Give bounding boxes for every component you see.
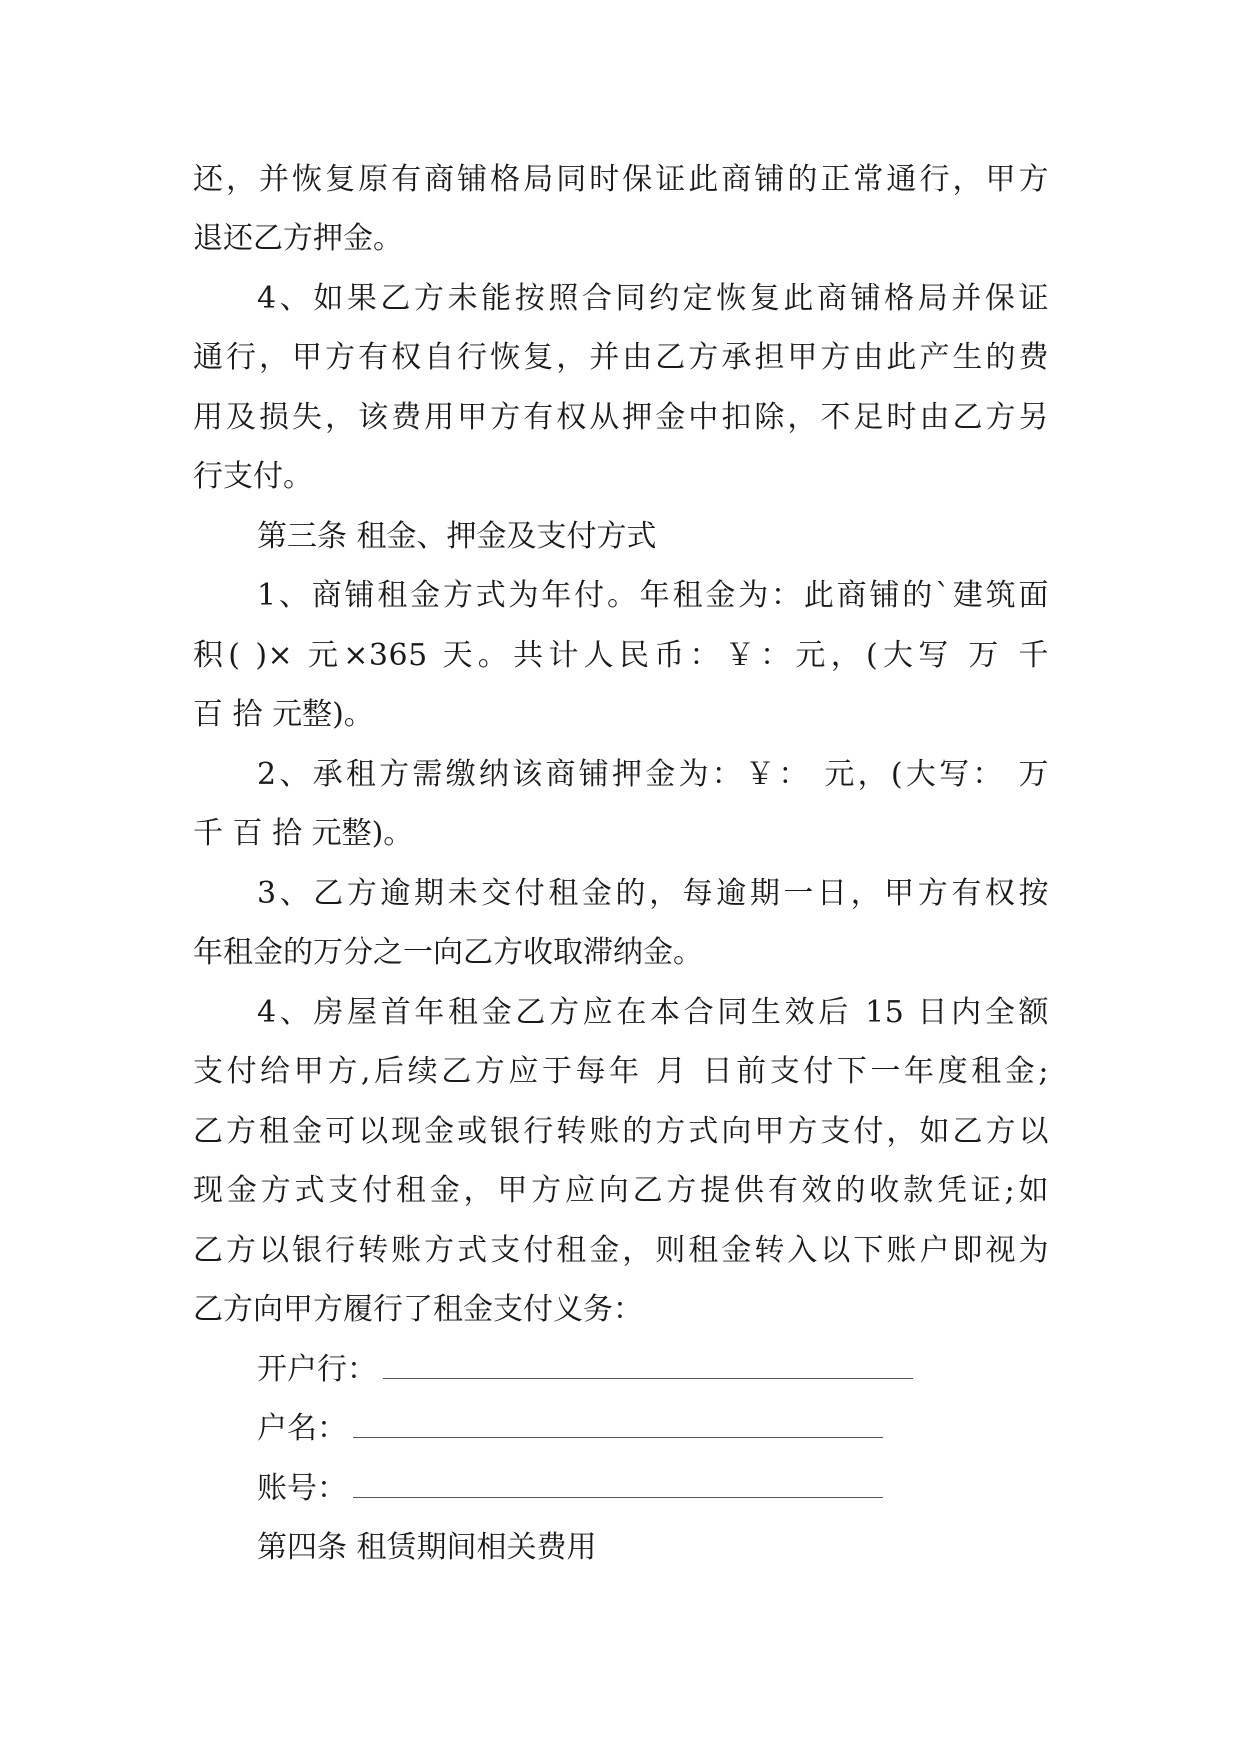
fill-in-blank xyxy=(353,1411,883,1438)
fill-in-blank xyxy=(353,1471,883,1498)
text-line: 第三条 租金、押金及支付方式 xyxy=(257,519,657,554)
account-field xyxy=(257,1350,913,1390)
text-line: 支付给甲方,后续乙方应于每年 月 日前支付下一年度租金; xyxy=(193,1054,1049,1089)
text-line: 乙方以银行转账方式支付租金，则租金转入以下账户即视为 xyxy=(193,1233,1049,1268)
field-label: 开户行： xyxy=(257,1352,377,1387)
text-line: 3、乙方逾期未交付租金的，每逾期一日，甲方有权按 xyxy=(257,876,1049,911)
text-line: 4、如果乙方未能按照合同约定恢复此商铺格局并保证 xyxy=(257,281,1049,316)
text-line: 千 百 拾 元整)。 xyxy=(193,816,414,851)
text-line: 积( )× 元×365 天。共计人民币：￥：元，(大写 万 千 xyxy=(193,638,1049,673)
text-line: 还，并恢复原有商铺格局同时保证此商铺的正常通行，甲方 xyxy=(193,162,1049,197)
text-line: 年租金的万分之一向乙方收取滞纳金。 xyxy=(193,935,703,970)
fill-in-blank xyxy=(383,1352,913,1379)
text-line: 用及损失，该费用甲方有权从押金中扣除，不足时由乙方另 xyxy=(193,400,1049,435)
section-four-heading: 第四条 租赁期间相关费用 xyxy=(257,1530,597,1565)
text-line: 1、商铺租金方式为年付。年租金为：此商铺的`建筑面 xyxy=(257,578,1049,613)
field-label: 账号： xyxy=(257,1471,347,1506)
account-field xyxy=(257,1409,883,1449)
text-line: 2、承租方需缴纳该商铺押金为：￥： 元，(大写： 万 xyxy=(257,757,1049,792)
text-line: 行支付。 xyxy=(193,459,313,494)
text-line: 现金方式支付租金，甲方应向乙方提供有效的收款凭证;如 xyxy=(193,1173,1049,1208)
account-field xyxy=(257,1469,883,1509)
text-line: 乙方租金可以现金或银行转账的方式向甲方支付，如乙方以 xyxy=(193,1114,1049,1149)
text-line: 退还乙方押金。 xyxy=(193,221,403,256)
field-label: 户名： xyxy=(257,1411,347,1446)
text-line: 通行，甲方有权自行恢复，并由乙方承担甲方由此产生的费 xyxy=(193,340,1049,375)
text-line: 百 拾 元整)。 xyxy=(193,697,374,732)
text-line: 4、房屋首年租金乙方应在本合同生效后 15 日内全额 xyxy=(257,995,1049,1030)
text-line: 乙方向甲方履行了租金支付义务： xyxy=(193,1292,643,1327)
